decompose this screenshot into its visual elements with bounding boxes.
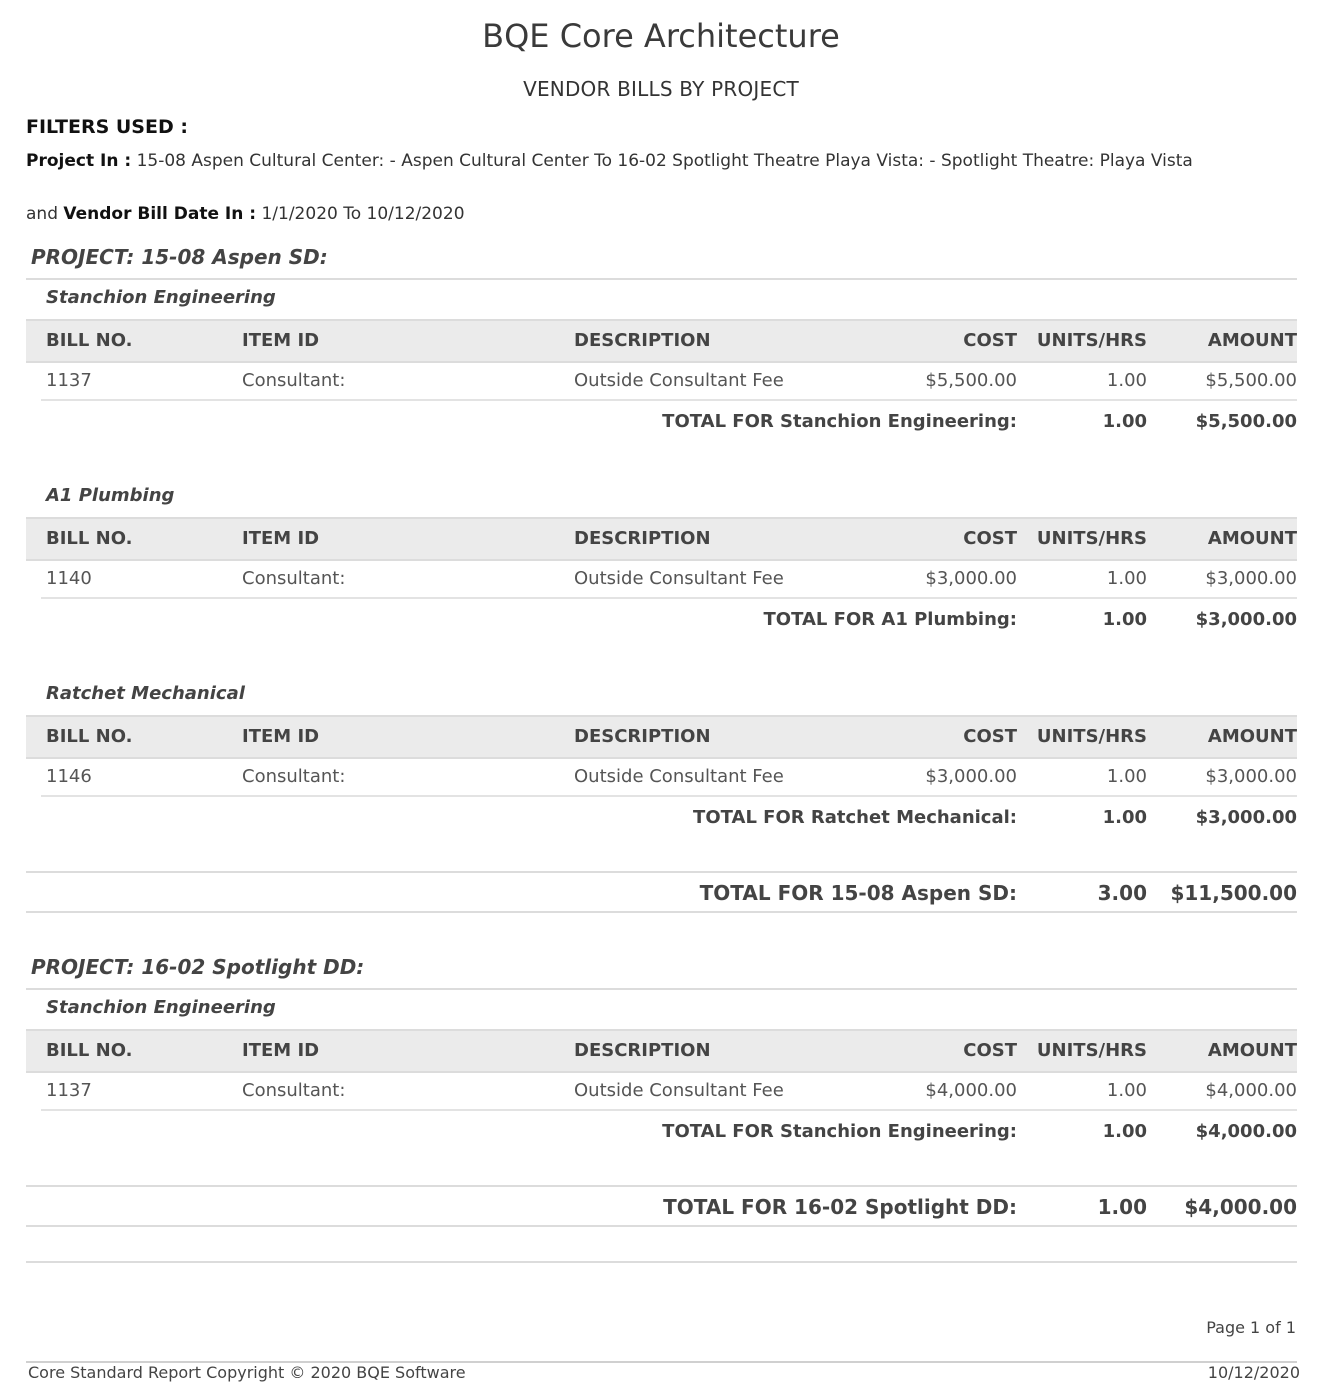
footer-copyright: Core Standard Report Copyright © 2020 BQE Software [28,1363,466,1382]
column-header-amount: AMOUNT [1207,1040,1297,1061]
vendor-total-row [26,600,1297,640]
footer-date: 10/12/2020 [1207,1363,1300,1382]
column-header-amount: AMOUNT [1207,528,1297,549]
vendor-total-amount: $5,500.00 [1195,411,1297,432]
column-header-units: UNITS/HRS [1036,528,1147,549]
row-divider [41,597,1297,599]
cell-cost: $5,500.00 [925,370,1017,391]
cell-amount: $3,000.00 [1205,766,1297,787]
column-header-desc: DESCRIPTION [574,330,711,351]
cell-item: Consultant: [242,766,346,787]
project-total-units: 1.00 [1097,1195,1147,1219]
vendor-heading: Ratchet Mechanical [46,683,245,704]
column-header-amount: AMOUNT [1207,330,1297,351]
cell-desc: Outside Consultant Fee [574,370,784,391]
vendor-total-units: 1.00 [1102,609,1147,630]
column-header-cost: COST [963,726,1017,747]
cell-desc: Outside Consultant Fee [574,766,784,787]
project-total-amount: $11,500.00 [1170,881,1297,905]
filter-date-label: Vendor Bill Date In : [63,204,257,224]
column-header-units: UNITS/HRS [1036,330,1147,351]
vendor-total-label: TOTAL FOR Ratchet Mechanical: [693,807,1017,828]
row-divider [41,795,1297,797]
column-header-units: UNITS/HRS [1036,726,1147,747]
report-title: VENDOR BILLS BY PROJECT [523,77,799,101]
cell-bill: 1137 [46,370,92,391]
table-row [26,559,1297,599]
table-header [26,517,1297,561]
vendor-total-amount: $4,000.00 [1195,1121,1297,1142]
column-header-cost: COST [963,330,1017,351]
cell-bill: 1146 [46,766,92,787]
project-total-units: 3.00 [1097,881,1147,905]
cell-amount: $5,500.00 [1205,370,1297,391]
vendor-heading: Stanchion Engineering [46,997,276,1018]
vendor-total-units: 1.00 [1102,411,1147,432]
column-header-desc: DESCRIPTION [574,528,711,549]
column-header-item: ITEM ID [242,726,320,747]
project-divider [26,988,1297,990]
vendor-total-amount: $3,000.00 [1195,807,1297,828]
project-divider [26,278,1297,280]
table-row [26,1071,1297,1111]
cell-units: 1.00 [1106,1080,1147,1101]
column-header-cost: COST [963,528,1017,549]
cell-cost: $3,000.00 [925,568,1017,589]
column-header-item: ITEM ID [242,330,320,351]
page-number: Page 1 of 1 [1206,1318,1296,1337]
project-total-row [26,873,1297,913]
project-total-divider [26,911,1297,913]
column-header-amount: AMOUNT [1207,726,1297,747]
project-heading: PROJECT: 16-02 Spotlight DD: [31,955,365,979]
table-header [26,715,1297,759]
column-header-bill: BILL NO. [46,1040,133,1061]
cell-amount: $4,000.00 [1205,1080,1297,1101]
vendor-total-row [26,1112,1297,1152]
column-header-desc: DESCRIPTION [574,726,711,747]
cell-item: Consultant: [242,1080,346,1101]
cell-item: Consultant: [242,568,346,589]
table-row [26,361,1297,401]
column-header-bill: BILL NO. [46,330,133,351]
cell-units: 1.00 [1106,568,1147,589]
filters-heading: FILTERS USED : [26,116,188,138]
column-header-desc: DESCRIPTION [574,1040,711,1061]
filter-date-value: 1/1/2020 To 10/12/2020 [261,204,465,224]
vendor-total-label: TOTAL FOR A1 Plumbing: [763,609,1017,630]
column-header-cost: COST [963,1040,1017,1061]
vendor-total-units: 1.00 [1102,807,1147,828]
vendor-total-label: TOTAL FOR Stanchion Engineering: [662,1121,1017,1142]
filter-project-label: Project In : [26,151,132,171]
filter-project-value: 15-08 Aspen Cultural Center: - Aspen Cultural Center To 16-02 Spotlight Theatre Playa Vista: - Spotlight Theatre: Playa Vista [136,151,1193,171]
cell-bill: 1137 [46,1080,92,1101]
row-divider [41,399,1297,401]
table-header [26,1029,1297,1073]
column-header-bill: BILL NO. [46,726,133,747]
vendor-total-label: TOTAL FOR Stanchion Engineering: [662,411,1017,432]
project-total-label: TOTAL FOR 16-02 Spotlight DD: [663,1195,1017,1219]
vendor-heading: Stanchion Engineering [46,287,276,308]
table-row [26,757,1297,797]
vendor-total-row [26,798,1297,838]
cell-units: 1.00 [1106,766,1147,787]
project-total-divider [26,1225,1297,1227]
vendor-total-units: 1.00 [1102,1121,1147,1142]
company-name: BQE Core Architecture [482,17,840,55]
row-divider [41,1109,1297,1111]
filter-and-text: and [26,204,58,224]
table-header [26,319,1297,363]
cell-bill: 1140 [46,568,92,589]
project-heading: PROJECT: 15-08 Aspen SD: [31,245,328,269]
project-total-label: TOTAL FOR 15-08 Aspen SD: [699,881,1017,905]
project-total-amount: $4,000.00 [1184,1195,1297,1219]
vendor-heading: A1 Plumbing [46,485,175,506]
cell-item: Consultant: [242,370,346,391]
column-header-item: ITEM ID [242,528,320,549]
cell-amount: $3,000.00 [1205,568,1297,589]
cell-desc: Outside Consultant Fee [574,1080,784,1101]
project-total-row [26,1187,1297,1227]
cell-desc: Outside Consultant Fee [574,568,784,589]
cell-cost: $4,000.00 [925,1080,1017,1101]
filter-date [26,204,465,224]
vendor-total-row [26,402,1297,442]
column-header-bill: BILL NO. [46,528,133,549]
cell-cost: $3,000.00 [925,766,1017,787]
column-header-units: UNITS/HRS [1036,1040,1147,1061]
report-end-divider [26,1261,1297,1263]
cell-units: 1.00 [1106,370,1147,391]
column-header-item: ITEM ID [242,1040,320,1061]
vendor-total-amount: $3,000.00 [1195,609,1297,630]
filter-project [26,151,1193,171]
